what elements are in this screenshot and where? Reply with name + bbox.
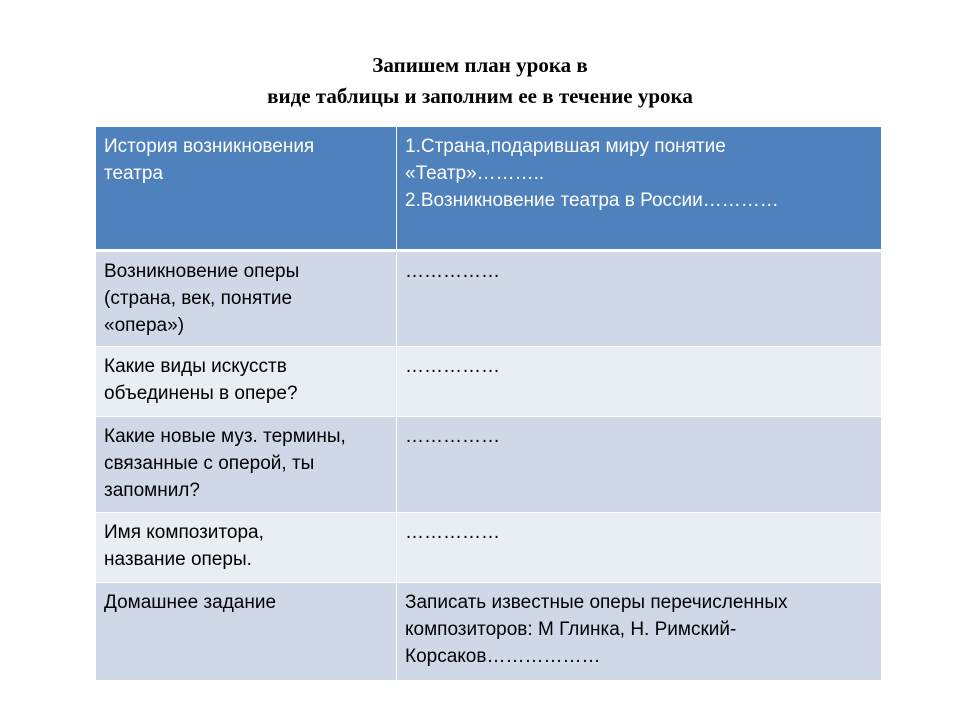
cell-text-line: 2.Возникновение театра в России………… <box>405 190 779 211</box>
cell-text-line: театра <box>104 163 164 184</box>
slide-title-line-1: Запишем план урока в <box>372 53 588 77</box>
cell-text-line: «опера») <box>104 315 185 336</box>
table-cell-answer <box>397 513 882 583</box>
table-row <box>96 583 882 681</box>
cell-text-line: …………… <box>405 356 500 377</box>
table-cell-answer <box>397 127 882 251</box>
table-cell-answer <box>397 251 882 347</box>
table-cell-answer <box>397 417 882 513</box>
lesson-plan-table <box>95 126 882 681</box>
cell-text-line: …………… <box>405 426 500 447</box>
cell-text-line: 1.Страна,подарившая миру понятие <box>405 136 726 157</box>
cell-text-line: объединены в опере? <box>104 383 298 404</box>
cell-text-line: Записать известные оперы перечисленных <box>405 592 788 613</box>
table-cell-topic <box>96 513 397 583</box>
table-row <box>96 347 882 417</box>
cell-text-line: композиторов: М Глинка, Н. Римский- <box>405 619 737 640</box>
cell-text-line: запомнил? <box>104 480 200 501</box>
cell-text-line: История возникновения <box>104 136 315 157</box>
table-cell-topic <box>96 583 397 681</box>
cell-text-line: Корсаков……………… <box>405 646 601 667</box>
slide-title <box>0 50 960 112</box>
table-cell-topic <box>96 347 397 417</box>
table-row-header <box>96 127 882 251</box>
cell-text-line: «Театр»……….. <box>405 163 545 184</box>
cell-text-line: Имя композитора, <box>104 522 264 543</box>
cell-text-line: (страна, век, понятие <box>104 288 293 309</box>
cell-text-line: Какие новые муз. термины, <box>104 426 346 447</box>
table-row <box>96 251 882 347</box>
table-row <box>96 513 882 583</box>
table-row <box>96 417 882 513</box>
table-cell-topic <box>96 127 397 251</box>
cell-text-line: Возникновение оперы <box>104 261 300 282</box>
cell-text-line: …………… <box>405 261 500 282</box>
cell-text-line: Какие виды искусств <box>104 356 287 377</box>
cell-text-line: связанные с оперой, ты <box>104 453 315 474</box>
cell-text-line: Домашнее задание <box>104 592 277 613</box>
table-cell-topic <box>96 417 397 513</box>
table-cell-answer <box>397 583 882 681</box>
slide-title-line-2: виде таблицы и заполним ее в течение урока <box>267 84 693 108</box>
cell-text-line: …………… <box>405 522 500 543</box>
cell-text-line: название оперы. <box>104 549 252 570</box>
table-cell-answer <box>397 347 882 417</box>
table-cell-topic <box>96 251 397 347</box>
